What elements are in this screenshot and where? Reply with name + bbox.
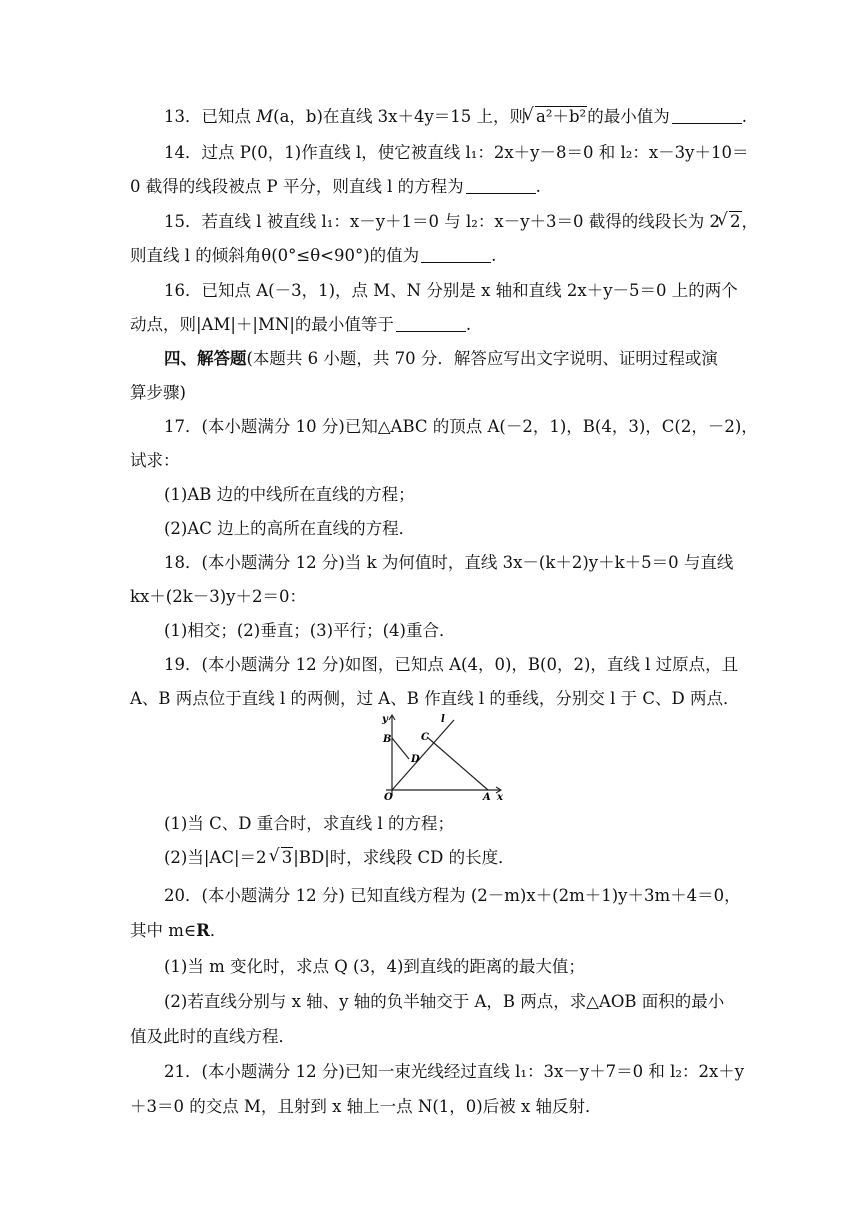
q18-line-2: kx＋(2k－3)y＋2＝0：	[130, 587, 306, 606]
label-d: D	[411, 754, 420, 765]
q17-part-2: (2)AC 边上的高所在直线的方程．	[164, 519, 416, 538]
label-a: A	[483, 792, 491, 802]
q18-line-1: 18．(本小题满分 12 分)当 k 为何值时，直线 3x－(k＋2)y＋k＋5＝0 与直线	[164, 553, 734, 572]
q19-radicand: 3	[281, 848, 293, 867]
q19-part-2-text: (2)当|AC|＝2	[164, 848, 272, 867]
q13-text-post: 的最小值为	[587, 107, 670, 126]
q19-sqrt	[272, 847, 294, 869]
q13-point: M	[256, 107, 274, 126]
label-o: O	[384, 792, 393, 802]
q14-end: .	[535, 177, 541, 196]
q14-line-2	[130, 176, 730, 198]
q13-line	[164, 106, 764, 128]
q15-text-2: 则直线 l 的倾斜角θ(0°≤θ<90°)的值为	[130, 246, 420, 265]
q20-line-1: 20．(本小题满分 12 分) 已知直线方程为 (2－m)x＋(2m＋1)y＋3m＋4＝0，	[164, 886, 741, 905]
q13-radicand: a²＋b²	[536, 107, 587, 126]
q15-radicand: 2	[730, 212, 741, 231]
segment-bd	[392, 738, 409, 759]
q17-part-1: (1)AB 边的中线所在直线的方程；	[164, 485, 415, 504]
line-l	[392, 720, 454, 790]
q15-line-2	[130, 245, 730, 267]
segment-ac	[427, 737, 488, 790]
q17-line-1: 17．(本小题满分 10 分)已知△ABC 的顶点 A(－2，1)，B(4，3)，C(2，－2)，	[164, 417, 758, 436]
label-y: y	[382, 714, 388, 725]
q20-line-2	[130, 920, 730, 942]
label-c: C	[421, 732, 429, 743]
q20-part-1: (1)当 m 变化时，求点 Q (3，4)到直线的距离的最大值；	[164, 957, 585, 976]
q21-line-2: ＋3＝0 的交点 M，且射到 x 轴上一点 N(1，0)后被 x 轴反射．	[130, 1097, 602, 1116]
q13-text: 已知点	[201, 107, 257, 126]
q13-end: .	[741, 107, 747, 126]
q13-number: 13．	[164, 107, 202, 126]
q13-sqrt	[526, 106, 587, 128]
label-b: B	[383, 734, 392, 745]
q19-figure	[380, 712, 510, 802]
q13-text-mid: 在直线 3x＋4y＝15 上，则	[322, 107, 527, 126]
q19-part-2-text-2: |BD|时，求线段 CD 的长度．	[293, 848, 515, 867]
q13-coords: (a，b)	[273, 107, 323, 126]
q16-text: 动点，则|AM|＋|MN|的最小值等于	[130, 315, 394, 334]
q16-line-1: 16．已知点 A(－3，1)，点 M、N 分别是 x 轴和直线 2x＋y－5＝0 上的两个	[164, 281, 738, 300]
q19-part-1: (1)当 C、D 重合时，求直线 l 的方程；	[164, 814, 454, 833]
q14-text: 0 截得的线段被点 P 平分，则直线 l 的方程为	[130, 177, 464, 196]
q20-end: ．	[209, 921, 227, 940]
q20-real-symbol: R	[196, 921, 210, 940]
q15-text: 15．若直线 l 被直线 l₁：x－y＋1＝0 与 l₂：x－y＋3＝0 截得的线段长为 2	[164, 212, 721, 231]
q15-comma: ，	[741, 212, 759, 231]
q16-line-2	[130, 314, 730, 336]
q15-sqrt	[720, 211, 742, 233]
q19-line-1: 19．(本小题满分 12 分)如图，已知点 A(4，0)，B(0，2)，直线 l 过原点，且	[164, 655, 739, 674]
q14-line-1: 14．过点 P(0，1)作直线 l，使它被直线 l₁：2x＋y－8＝0 和 l₂：x－3y＋10＝	[164, 143, 749, 162]
section-4-desc-2: 算步骤)	[130, 383, 186, 402]
q16-end: .	[465, 315, 472, 334]
q19-part-2	[164, 847, 764, 869]
q16-blank	[396, 316, 466, 332]
q18-part-1: (1)相交；(2)垂直；(3)平行；(4)重合．	[164, 621, 456, 640]
section-4-title: 四、解答题	[164, 349, 247, 368]
q15-end: .	[491, 246, 497, 265]
q17-line-2: 试求：	[130, 451, 180, 470]
section-4-heading	[164, 348, 764, 370]
q20-part-2b: 值及此时的直线方程．	[130, 1027, 295, 1046]
q14-blank	[466, 178, 536, 194]
q13-blank	[672, 108, 742, 124]
q15-line-1	[164, 211, 764, 233]
q21-line-1: 21．(本小题满分 12 分)已知一束光线经过直线 l₁：3x－y＋7＝0 和 l₂：2x＋y	[164, 1062, 745, 1081]
q19-line-2: A、B 两点位于直线 l 的两侧，过 A、B 作直线 l 的垂线，分别交 l 于 C、D 两点．	[130, 689, 740, 708]
section-4-desc: (本题共 6 小题，共 70 分．解答应写出文字说明、证明过程或演	[246, 349, 718, 368]
label-x: x	[497, 792, 503, 802]
label-l: l	[441, 714, 445, 725]
q20-part-2: (2)若直线分别与 x 轴、y 轴的负半轴交于 A，B 两点，求△AOB 面积的最小	[164, 992, 725, 1011]
q15-blank	[421, 247, 491, 263]
q20-text: 其中 m∈	[130, 921, 197, 940]
